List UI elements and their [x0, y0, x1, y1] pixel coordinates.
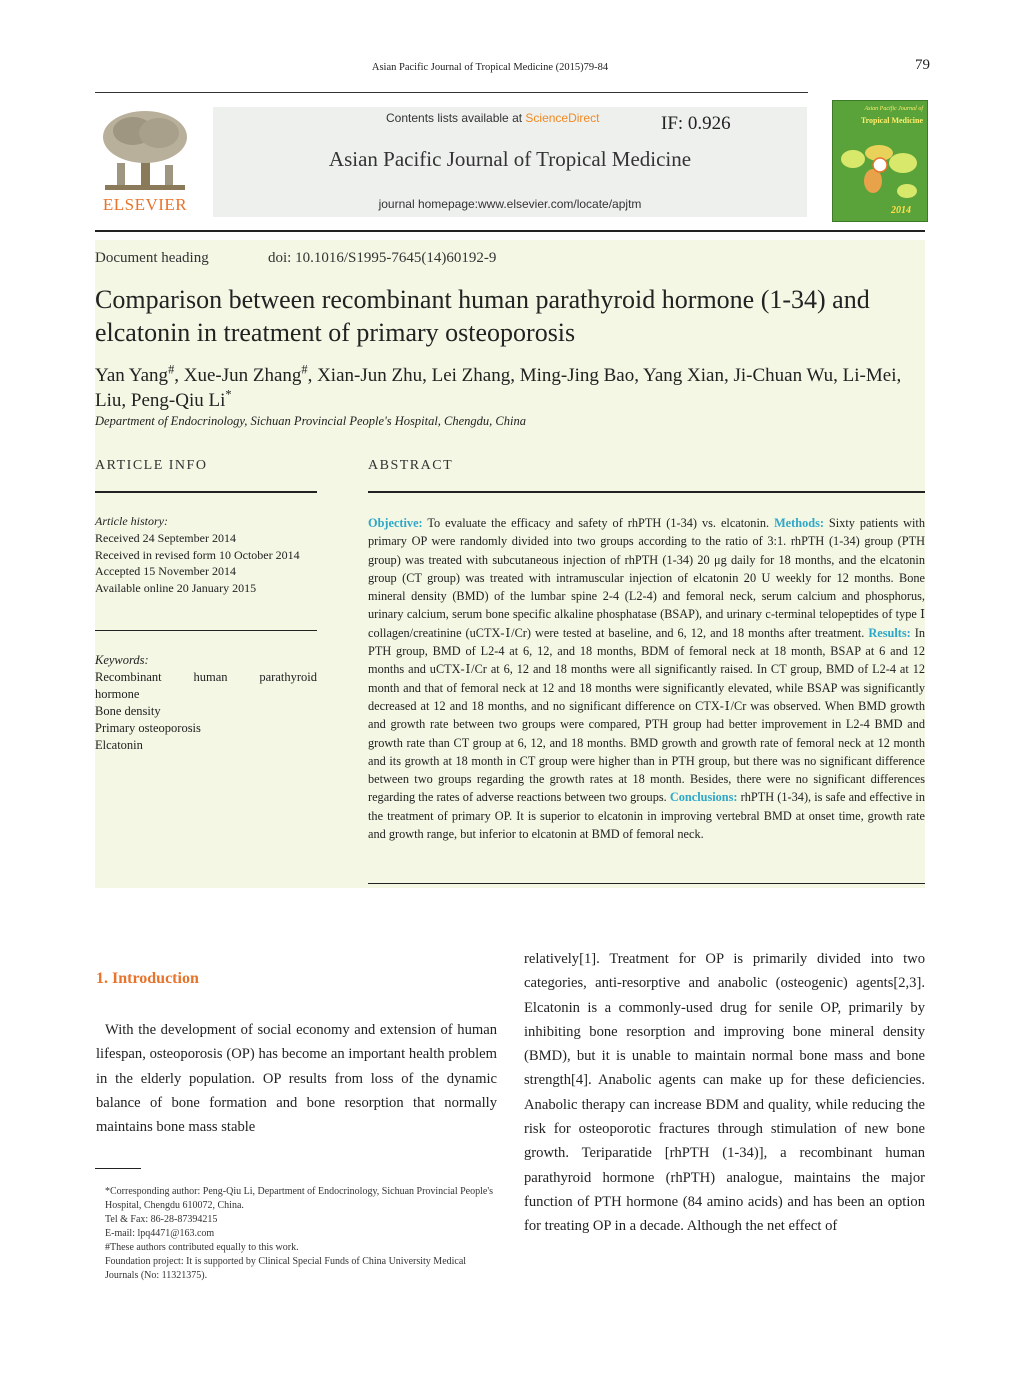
journal-homepage-link[interactable]: journal homepage:www.elsevier.com/locate/apjtm [378, 197, 642, 211]
footnote-rule [95, 1168, 141, 1169]
running-head: Asian Pacific Journal of Tropical Medicine (2015)79-84 [371, 62, 609, 73]
author-name: Yang Xian [643, 365, 724, 386]
author-name: Xue-Jun Zhang [183, 365, 302, 386]
author-name: Ming-Jing Bao [519, 365, 635, 386]
abstract-text [368, 514, 925, 843]
section-heading-introduction: 1. Introduction [96, 970, 199, 987]
author-name: Xian-Jun Zhu [317, 365, 423, 386]
keywords-rule [95, 630, 317, 631]
history-revised: Received in revised form 10 October 2014 [95, 547, 300, 562]
history-label: Article history: [95, 514, 168, 528]
article-title: Comparison between recombinant human parathyroid hormone (1-34) and elcatonin in treatment of primary osteoporosis [95, 285, 870, 347]
history-received: Received 24 September 2014 [95, 530, 236, 545]
conclusions-label: Conclusions: [669, 790, 738, 805]
author-name: Lei Zhang [431, 365, 511, 386]
abstract-bottom-rule [368, 883, 925, 884]
history-accepted: Accepted 15 November 2014 [95, 564, 236, 579]
methods-text: Sixty patients with primary OP were randomly divided into two groups according to the ratio of 3:1. rhPTH (1-34) group (PTH group) was treated with subcutaneous injection of rhPTH (1-34) 20 μg daily for 18 months, and the elcatonin group (CT group) was treated with intramuscular injection of elcatonin 20 U weekly for 12 months. Bone mineral density (BMD) of the lumbar spine 2-4 (L2-4) and femoral neck, serum calcium and phosphorus, urinary calcium, serum bone specific alkaline phosphatase (BSAP), and urinary c-terminal telopeptides of type Ⅰ collagen/creatinine (uCTX-Ⅰ/Cr) were tested at baseline, and 6, 12, and 18 months after treatment. [368, 516, 925, 640]
footnotes [95, 1185, 497, 1283]
sciencedirect-link[interactable]: ScienceDirect [525, 111, 600, 125]
abstract-heading: ABSTRACT [368, 458, 454, 473]
conclusions-text: rhPTH (1-34), is safe and effective in the treatment of primary OP. It is superior to elcatonin in improving vertebral BMD at onset time, growth rate and growth range, but inferior to elcatonin at BMD of femoral neck. [368, 790, 925, 842]
history-online: Available online 20 January 2015 [95, 581, 257, 596]
footnote-corresponding: *Corresponding author: Peng-Qiu Li, Department of Endocrinology, Sichuan Provincial People's Hospital, Chengdu 610072, China. [105, 1186, 494, 1211]
author-mark: # [301, 362, 308, 377]
journal-name: Asian Pacific Journal of Tropical Medicine [328, 147, 692, 171]
cover-title-line-2: Tropical Medicine [860, 116, 923, 125]
keyword: Recombinant human parathyroid [95, 670, 317, 684]
article-history [95, 513, 317, 597]
author-name: Yan Yang [95, 365, 169, 386]
author-list: Yan Yang#, Xue-Jun Zhang#, Xian-Jun Zhu, Lei Zhang, Ming-Jing Bao, Yang Xian, Ji-Chuan Wu, Li-Mei, Liu, Peng-Qiu Li* [95, 362, 902, 411]
article-info-heading: ARTICLE INFO [95, 458, 208, 473]
doi[interactable]: doi: 10.1016/S1995-7645(14)60192-9 [268, 250, 497, 266]
tree-icon [95, 107, 195, 193]
cover-title-line-1: Asian Pacific Journal of [864, 106, 923, 112]
footnote-tel: Tel & Fax: 86-28-87394215 [105, 1214, 218, 1225]
keyword: Elcatonin [95, 738, 143, 752]
results-label: Results: [868, 625, 911, 640]
document-heading: Document heading [95, 250, 209, 266]
objective-label: Objective: [368, 516, 423, 530]
objective-text: To evaluate the efficacy and safety of rhPTH (1-34) vs. elcatonin. [422, 516, 775, 530]
header-divider [95, 92, 808, 93]
keyword: Bone density [95, 704, 161, 718]
masthead-divider [95, 230, 925, 232]
abstract-rule [368, 491, 925, 493]
results-text: In PTH group, BMD of L2-4 at 6, 12, and 18 months, BDM of femoral neck at 18 month, BSAP at 6 and 12 months and uCTX-Ⅰ/Cr at 6, 12 and 18 months were all significantly raised. In CT group, BMD of L2-4 at 12 month and that of femoral neck at 12 and 18 months were significantly elevated, while BSAP was significantly decreased at 12 and 18 months, and no significant difference on CTX-Ⅰ/Cr was observed. When BMD growth and growth rate between two groups were compared, PTH group had better improvement in L2-4 BMD and growth rate than CT group at 6, 12, and 18 months. BMD growth and growth rate of femoral neck at 12 month and its growth at 18 month in CT group were higher than in PTH group, but there was no significant difference between two groups regarding the growth rates at 18 month. Besides, there were no significant differences regarding the rates of adverse reactions between two groups. [368, 625, 925, 805]
article-info-rule [95, 491, 317, 493]
author-name: Liu [95, 390, 122, 411]
journal-banner [213, 107, 807, 217]
author-name: Ji-Chuan Wu [733, 365, 834, 386]
page-number: 79 [915, 57, 930, 73]
author-name: Li-Mei [842, 365, 897, 386]
contents-prefix: Contents lists available at [386, 111, 526, 125]
keyword: hormone [95, 687, 140, 701]
elsevier-logo [95, 107, 195, 217]
body-paragraph-left: With the development of social economy and extension of human lifespan, osteoporosis (OP) has become an important health problem in the elderly population. OP results from loss of the dynamic balance of bone formation and bone resorption that normally maintains bone mass stable [96, 1022, 497, 1136]
keyword: Primary osteoporosis [95, 721, 201, 735]
footnote-email[interactable]: E-mail: lpq4471@163.com [105, 1228, 215, 1239]
body-paragraph-right: relatively[1]. Treatment for OP is primarily divided into two categories, anti-resorptive and anabolic (osteogenic) agents[2,3]. Elcatonin is a commonly-used drug for senile OP, primarily by inhibiting bone resorption and improving bone mineral density (BMD), but it is unable to maintain normal bone mass and bone strength[4]. Anabolic agents can make up for these deficiencies. Anabolic therapy can increase BDM and quality, while reducing the risk for osteoporotic fractures through stimulation of new bone growth. Teriparatide [rhPTH (1-34)], a recombinant human parathyroid hormone (rhPTH) analogue, maintains the major function of PTH hormone (84 amino acids) and has been an option for treating OP in a decade. Although the net effect of [524, 951, 925, 1235]
footnote-equal-contribution: #These authors contributed equally to this work. [105, 1242, 299, 1253]
author-mark: * [225, 387, 232, 402]
impact-factor: IF: 0.926 [661, 113, 731, 134]
affiliation: Department of Endocrinology, Sichuan Provincial People's Hospital, Chengdu, China [95, 414, 526, 428]
author-name: Peng-Qiu Li [130, 390, 226, 411]
author-mark: # [168, 362, 175, 377]
keywords [95, 652, 317, 754]
keywords-label: Keywords: [95, 653, 149, 667]
footnote-foundation: Foundation project: It is supported by Clinical Special Funds of China University Medical Journals (No: 11321375). [105, 1256, 467, 1281]
journal-cover [832, 100, 928, 222]
elsevier-wordmark: ELSEVIER [102, 195, 188, 214]
world-map-icon [833, 129, 927, 219]
methods-label: Methods: [774, 516, 824, 530]
cover-year: 2014 [891, 205, 911, 216]
